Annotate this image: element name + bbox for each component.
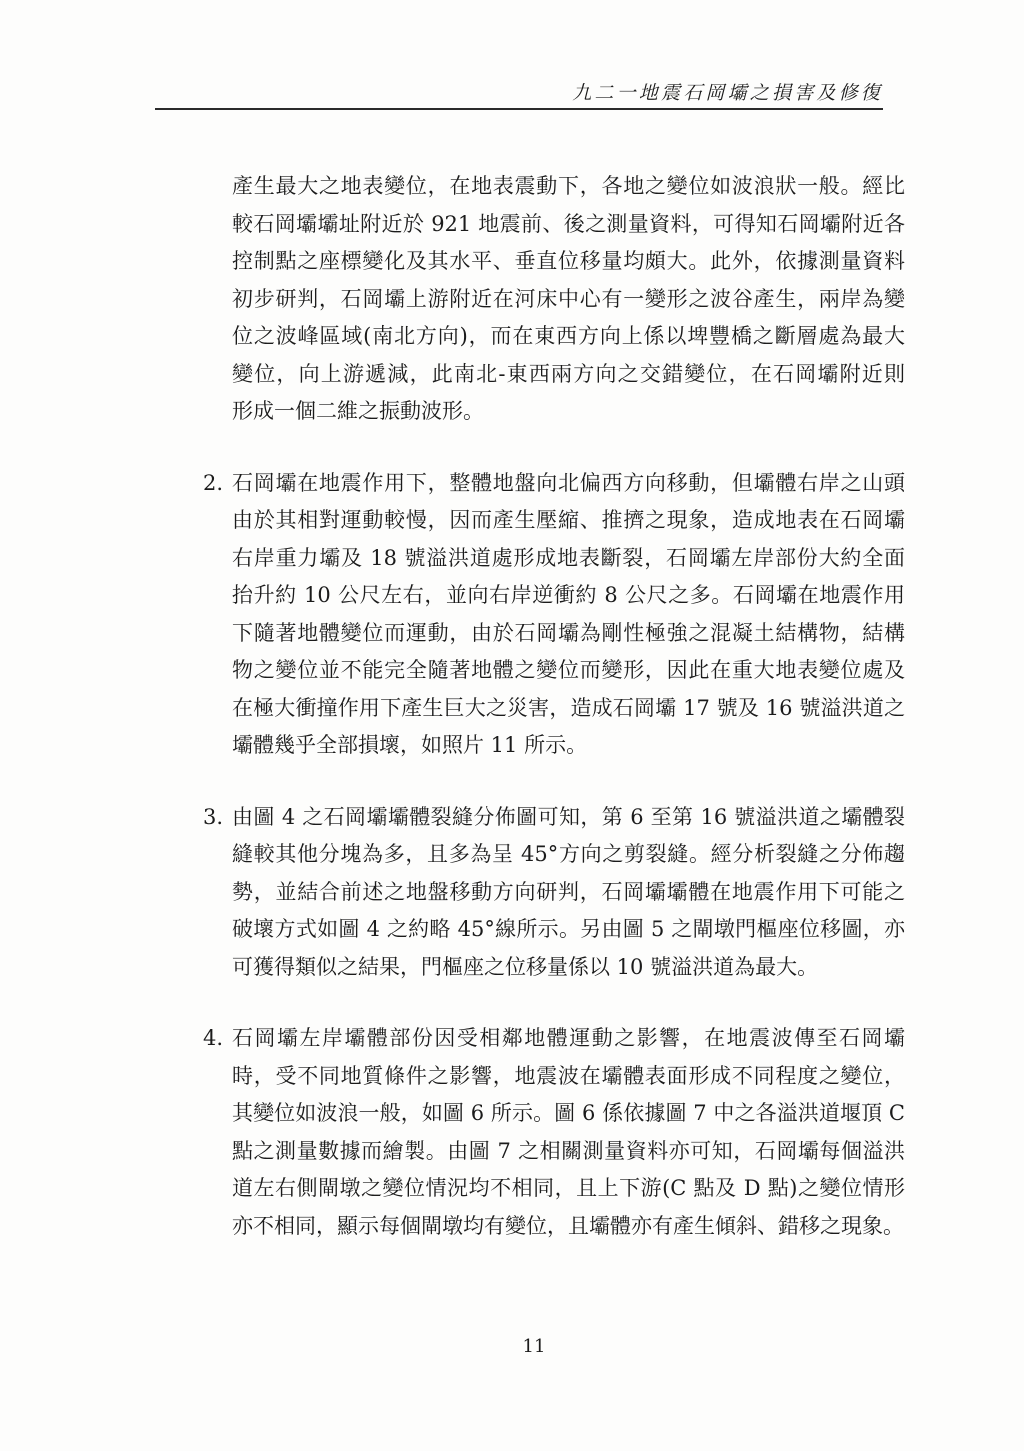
page-header (155, 80, 883, 110)
paragraph (203, 168, 905, 431)
text-line: 產生最大之地表變位，在地表震動下，各地之變位如波浪狀一般。經比 (232, 174, 905, 198)
text-line: 可獲得類似之結果，門樞座之位移量係以 10 號溢洪道為最大。 (232, 954, 819, 979)
paragraph (203, 1020, 905, 1245)
text-line: 壩體幾乎全部損壞，如照片 11 所示。 (232, 733, 588, 757)
text-line: 道左右側閘墩之變位情況均不相同，且上下游(C 點及 D 點)之變位情形 (232, 1176, 905, 1200)
text-line: 較石岡壩壩址附近於 921 地震前、後之測量資料，可得知石岡壩附近各 (232, 211, 905, 236)
page-number: 11 (522, 1336, 546, 1357)
list-item-number: 4. (203, 1026, 224, 1050)
text-line: 控制點之座標變化及其水平、垂直位移量均頗大。此外，依據測量資料 (232, 249, 905, 273)
text-line: 變位，向上游遞減，此南北-東西兩方向之交錯變位，在石岡壩附近則 (232, 361, 905, 386)
paragraph (203, 465, 905, 765)
text-line: 勢，並結合前述之地盤移動方向研判，石岡壩壩體在地震作用下可能之 (232, 879, 905, 904)
text-line: 下隨著地體變位而運動，由於石岡壩為剛性極強之混凝土結構物，結構 (232, 620, 905, 645)
text-line: 縫較其他分塊為多，且多為呈 45°方向之剪裂縫。經分析裂縫之分佈趨 (232, 842, 905, 866)
paragraph (203, 799, 905, 987)
text-line: 由於其相對運動較慢，因而產生壓縮、推擠之現象，造成地表在石岡壩 (232, 508, 905, 532)
text-line: 點之測量數據而繪製。由圖 7 之相關測量資料亦可知，石岡壩每個溢洪 (232, 1138, 905, 1163)
text-line: 物之變位並不能完全隨著地體之變位而變形，因此在重大地表變位處及 (232, 658, 905, 682)
text-line: 石岡壩在地震作用下，整體地盤向北偏西方向移動，但壩體右岸之山頭 (232, 470, 905, 495)
text-line: 形成一個二維之振動波形。 (232, 399, 484, 423)
text-line: 位之波峰區域(南北方向)，而在東西方向上係以埤豐橋之斷層處為最大 (232, 324, 905, 348)
running-header-title: 九二一地震石岡壩之損害及修復 (572, 82, 883, 104)
text-line: 右岸重力壩及 18 號溢洪道處形成地表斷裂，石岡壩左岸部份大約全面 (232, 545, 905, 570)
text-line: 由圖 4 之石岡壩壩體裂縫分佈圖可知，第 6 至第 16 號溢洪道之壩體裂 (232, 804, 905, 829)
text-line: 破壞方式如圖 4 之約略 45°線所示。另由圖 5 之閘墩門樞座位移圖，亦 (232, 917, 905, 941)
document-body (203, 168, 905, 1279)
text-line: 時，受不同地質條件之影響，地震波在壩體表面形成不同程度之變位， (232, 1063, 905, 1088)
page-footer (504, 1336, 564, 1357)
list-item-number: 2. (203, 470, 224, 495)
text-line: 其變位如波浪一般，如圖 6 所示。圖 6 係依據圖 7 中之各溢洪道堰頂 C (232, 1101, 905, 1125)
text-line: 亦不相同，顯示每個閘墩均有變位，且壩體亦有產生傾斜、錯移之現象。 (232, 1213, 904, 1238)
text-line: 抬升約 10 公尺左右，並向右岸逆衝約 8 公尺之多。石岡壩在地震作用 (232, 583, 905, 607)
list-item-number: 3. (203, 804, 224, 829)
text-line: 石岡壩左岸壩體部份因受相鄰地體運動之影響，在地震波傳至石岡壩 (232, 1026, 905, 1050)
text-line: 初步研判，石岡壩上游附近在河床中心有一變形之波谷產生，兩岸為變 (232, 286, 905, 311)
text-line: 在極大衝撞作用下產生巨大之災害，造成石岡壩 17 號及 16 號溢洪道之 (232, 695, 905, 720)
